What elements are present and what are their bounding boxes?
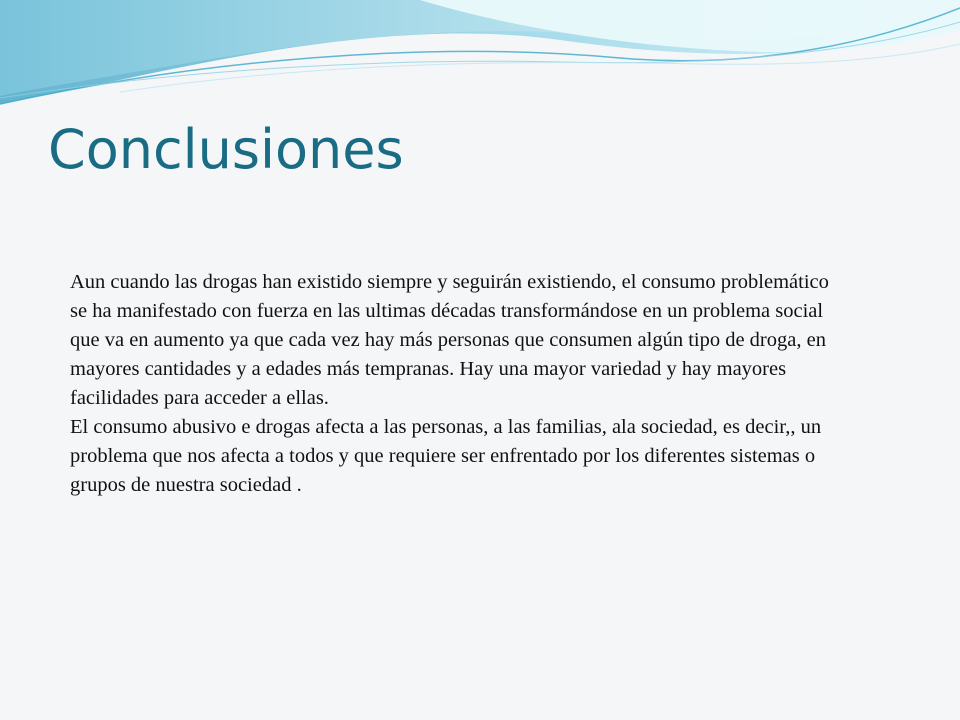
body-paragraph-2: El consumo abusivo e drogas afecta a las personas, a las familias, ala sociedad, es decir,, un problema que nos afecta a todos y que requiere ser enfrentado por los diferentes sistemas o grupos de nuestra sociedad . — [70, 416, 822, 496]
slide-title: Conclusiones — [48, 118, 404, 181]
body-paragraph-1: Aun cuando las drogas han existido siempre y seguirán existiendo, el consumo problemático se ha manifestado con fuerza en las ultimas décadas transformándose en un problema social que va en aumento ya que cada vez hay más personas que consumen algún tipo de droga, en mayores cantidades y a edades más tempranas. Hay una mayor variedad y hay mayores facilidades para acceder a ellas. — [70, 271, 829, 409]
header-wave-decoration — [0, 0, 960, 120]
slide-body — [70, 268, 840, 500]
